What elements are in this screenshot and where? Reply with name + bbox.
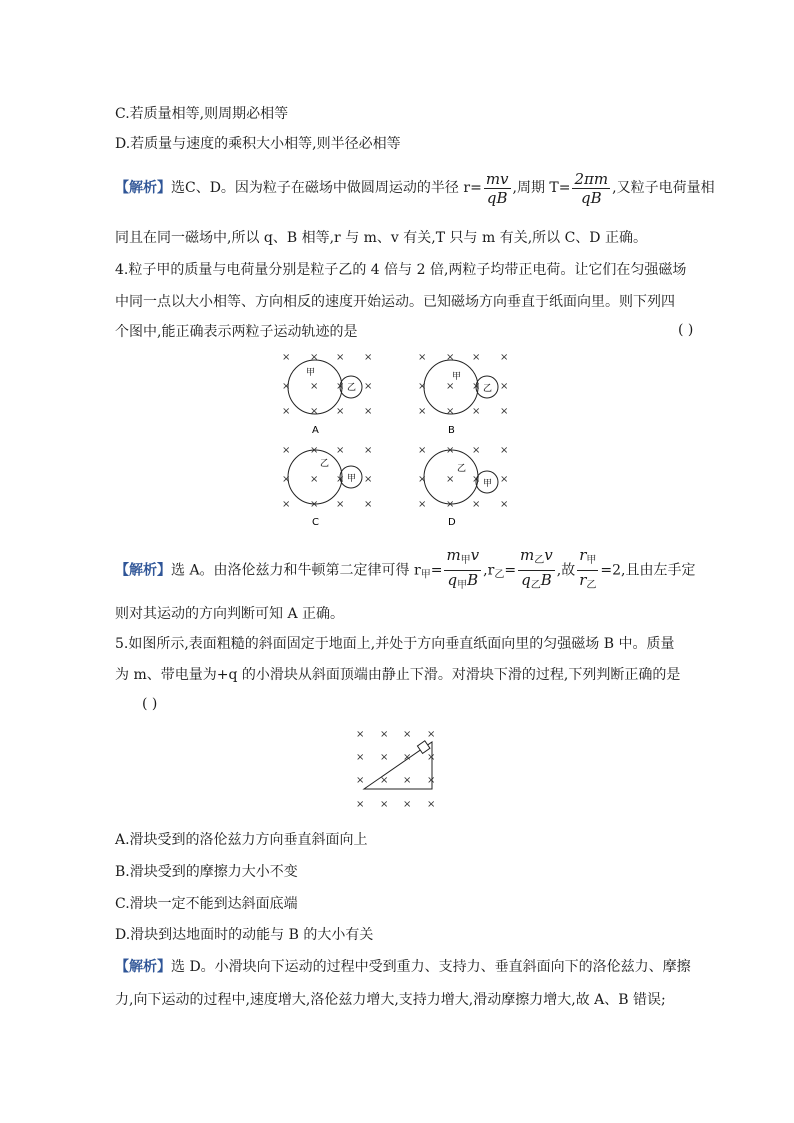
label-yi: 乙 — [347, 383, 357, 393]
field-cross: × — [446, 499, 455, 510]
analysis-5-line-2: 力,向下运动的过程中,速度增大,洛伦兹力增大,支持力增大,滑动摩擦力增大,故 A、B 错误; — [115, 992, 666, 1008]
field-cross: × — [418, 445, 427, 456]
field-cross: × — [282, 445, 291, 456]
field-cross: × — [427, 775, 436, 786]
field-cross: × — [472, 445, 481, 456]
option-label-a: A — [312, 425, 319, 436]
field-cross: × — [472, 499, 481, 510]
fraction-radius: $\frac{mv}{qB}$ — [485, 169, 509, 207]
field-cross: × — [310, 499, 319, 510]
q4-line-3: 个图中,能正确表示两粒子运动轨迹的是 — [115, 324, 358, 340]
option-label-b: B — [448, 425, 455, 436]
field-cross: × — [472, 474, 481, 485]
field-cross: × — [282, 406, 291, 417]
field-cross: × — [500, 499, 509, 510]
option-c-diagram — [288, 450, 362, 528]
field-cross: × — [418, 352, 427, 363]
field-cross: × — [380, 775, 389, 786]
analysis-tag: 【解析】 — [115, 562, 171, 579]
field-cross: × — [336, 445, 345, 456]
label-jia: 甲 — [347, 474, 357, 484]
field-cross: × — [500, 352, 509, 363]
field-cross: × — [336, 474, 345, 485]
label-jia: 甲 — [483, 479, 493, 489]
field-cross: × — [364, 474, 373, 485]
fraction-r-yi: $\frac{m_乙v}{q_乙B}$ — [520, 546, 553, 591]
q5-line-2: 为 m、带电量为+q 的小滑块从斜面顶端由静止下滑。对滑块下滑的过程,下列判断正确的是 — [115, 667, 681, 683]
fraction-ratio: $\frac{r_甲}{r_乙}$ — [579, 546, 597, 591]
field-cross: × — [364, 406, 373, 417]
field-cross: × — [446, 352, 455, 363]
field-cross: × — [282, 474, 291, 485]
field-cross: × — [418, 406, 427, 417]
q4-line-1: 4.粒子甲的质量与电荷量分别是粒子乙的 4 倍与 2 倍,两粒子均带正电荷。让它们在匀强磁场 — [115, 262, 687, 278]
field-cross: × — [380, 752, 389, 763]
q5-option-c: C.滑块一定不能到达斜面底端 — [115, 896, 298, 912]
field-cross: × — [282, 499, 291, 510]
field-cross: × — [356, 775, 365, 786]
option-a-diagram — [288, 360, 362, 436]
analysis-5-line-1: 【解析】选 D。小滑块向下运动的过程中受到重力、支持力、垂直斜面向下的洛伦兹力、摩擦 — [115, 959, 691, 975]
option-d: D.若质量与速度的乘积大小相等,则半径必相等 — [115, 136, 401, 152]
field-cross: × — [403, 775, 412, 786]
field-cross: × — [446, 445, 455, 456]
field-cross: × — [364, 499, 373, 510]
field-cross: × — [472, 381, 481, 392]
field-cross: × — [500, 381, 509, 392]
field-cross: × — [403, 752, 412, 763]
q5-line-1: 5.如图所示,表面粗糙的斜面固定于地面上,并处于方向垂直纸面向里的匀强磁场 B 中。质量 — [115, 636, 675, 652]
field-cross: × — [446, 381, 455, 392]
q5-option-d: D.滑块到达地面时的动能与 B 的大小有关 — [115, 927, 374, 943]
label-yi: 乙 — [320, 459, 330, 469]
field-cross: × — [500, 445, 509, 456]
field-cross: × — [356, 729, 365, 740]
option-c: C.若质量相等,则周期必相等 — [115, 106, 289, 122]
field-cross: × — [427, 729, 436, 740]
field-cross: × — [446, 406, 455, 417]
option-b-diagram — [424, 360, 498, 436]
label-jia: 甲 — [306, 368, 316, 378]
field-cross: × — [418, 499, 427, 510]
field-cross: × — [336, 406, 345, 417]
q4-trajectory-figure — [270, 345, 530, 535]
q5-option-b: B.滑块受到的摩擦力大小不变 — [115, 864, 298, 880]
field-cross: × — [380, 799, 389, 810]
field-cross: × — [364, 445, 373, 456]
field-cross: × — [364, 381, 373, 392]
q4-line-2: 中同一点以大小相等、方向相反的速度开始运动。已知磁场方向垂直于纸面向里。则下列四 — [115, 294, 675, 310]
fraction-r-jia: $\frac{m_甲v}{q_甲B}$ — [446, 546, 480, 591]
field-cross: × — [336, 381, 345, 392]
label-yi: 乙 — [457, 464, 467, 474]
field-cross: × — [310, 352, 319, 363]
field-cross: × — [500, 406, 509, 417]
field-cross: × — [418, 474, 427, 485]
label-yi: 乙 — [483, 384, 493, 394]
field-cross: × — [282, 381, 291, 392]
analysis-4-line-1: 【解析】选 A。由洛伦兹力和牛顿第二定律可得 $r_甲=$ $\frac{m_甲v}{q_甲B}$ $,r_乙=$ $\frac{m_乙v}{q_乙B}$ ,故 $\frac{r_甲}{r_乙}$ =2,且由左手定 — [115, 546, 695, 598]
field-cross: × — [418, 381, 427, 392]
field-cross: × — [403, 799, 412, 810]
field-cross: × — [310, 381, 319, 392]
field-cross: × — [472, 352, 481, 363]
field-cross: × — [472, 406, 481, 417]
field-cross: × — [310, 406, 319, 417]
field-cross: × — [356, 752, 365, 763]
option-label-c: C — [312, 517, 319, 528]
field-cross: × — [427, 799, 436, 810]
field-cross: × — [427, 752, 436, 763]
analysis-4-line-2: 则对其运动的方向判断可知 A 正确。 — [115, 606, 345, 622]
option-label-d: D — [448, 517, 456, 528]
field-cross: × — [403, 729, 412, 740]
analysis-3-line-2: 同且在同一磁场中,所以 q、B 相等,r 与 m、v 有关,T 只与 m 有关,所以 C、D 正确。 — [115, 230, 647, 246]
analysis-tag: 【解析】 — [115, 180, 171, 196]
field-cross: × — [282, 352, 291, 363]
q4-answer-blank: ( ) — [678, 322, 694, 338]
field-cross: × — [380, 729, 389, 740]
option-d-diagram — [424, 450, 498, 528]
analysis-tag: 【解析】 — [115, 959, 171, 975]
field-cross: × — [446, 474, 455, 485]
analysis-3-line-1: 【解析】选C、D。因为粒子在磁场中做圆周运动的半径 r= $\frac{mv}{qB}$ ,周期 T= $\frac{2\pi m}{qB}$ ,又粒子电荷量相 — [115, 169, 715, 207]
fraction-period: $\frac{2\pi m}{qB}$ — [574, 169, 609, 207]
field-cross: × — [336, 499, 345, 510]
field-cross: × — [364, 352, 373, 363]
q5-incline-figure — [350, 720, 450, 815]
field-cross: × — [356, 799, 365, 810]
field-cross: × — [310, 474, 319, 485]
field-cross: × — [310, 445, 319, 456]
label-jia: 甲 — [452, 372, 462, 382]
q5-answer-blank: ( ) — [142, 696, 158, 712]
field-cross: × — [336, 352, 345, 363]
field-cross: × — [500, 474, 509, 485]
q5-option-a: A.滑块受到的洛伦兹力方向垂直斜面向上 — [115, 832, 368, 848]
